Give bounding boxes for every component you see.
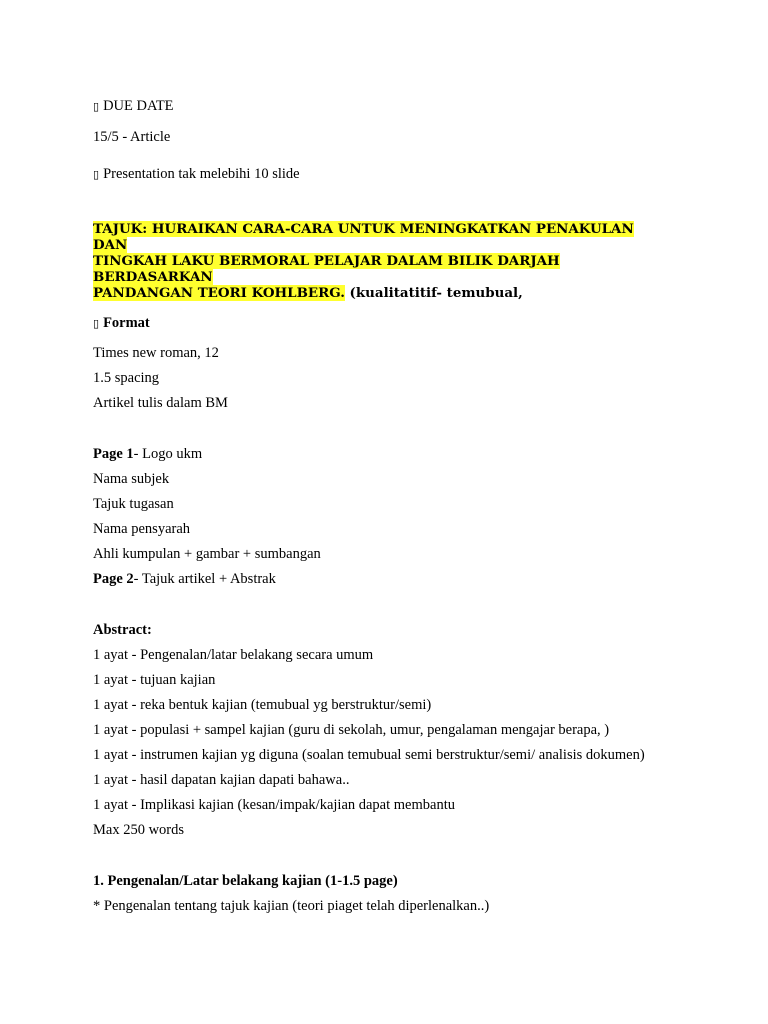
format-heading: ▯ Format xyxy=(93,315,150,331)
title-line-1: TAJUK: HURAIKAN CARA-CARA UNTUK MENINGKATKAN PENAKULAN DAN xyxy=(93,221,634,253)
title-line-3: PANDANGAN TEORI KOHLBERG. xyxy=(93,285,345,301)
box-glyph-icon: ▯ xyxy=(93,317,100,330)
page1-item: Ahli kumpulan + gambar + sumbangan xyxy=(93,546,321,562)
box-glyph-icon: ▯ xyxy=(93,100,100,113)
abstract-item: 1 ayat - hasil dapatan kajian dapati bahawa.. xyxy=(93,772,350,788)
page1-label: Page 1 xyxy=(93,446,134,462)
presentation-line: ▯ Presentation tak melebihi 10 slide xyxy=(93,166,300,182)
abstract-item: Max 250 words xyxy=(93,822,185,838)
format-item: Artikel tulis dalam BM xyxy=(93,395,228,411)
abstract-item: 1 ayat - Implikasi kajian (kesan/impak/kajian dapat membantu xyxy=(93,797,455,813)
abstract-item: 1 ayat - Pengenalan/latar belakang secara umum xyxy=(93,647,374,663)
page1-item: Nama subjek xyxy=(93,471,170,487)
abstract-item: 1 ayat - instrumen kajian yg diguna (soalan temubual semi berstruktur/semi/ analisis dokumen) xyxy=(93,747,645,763)
page1-line: Page 1- Logo ukm xyxy=(93,446,203,462)
page2-line: Page 2- Tajuk artikel + Abstrak xyxy=(93,571,276,587)
abstract-item: 1 ayat - reka bentuk kajian (temubual yg berstruktur/semi) xyxy=(93,697,432,713)
page1-item: Tajuk tugasan xyxy=(93,496,174,512)
assignment-title xyxy=(93,221,653,301)
abstract-heading: Abstract: xyxy=(93,622,152,638)
section1-heading: 1. Pengenalan/Latar belakang kajian (1-1.5 page) xyxy=(93,873,398,889)
due-date-heading: ▯ DUE DATE xyxy=(93,98,174,114)
format-item: 1.5 spacing xyxy=(93,370,160,386)
abstract-item: 1 ayat - tujuan kajian xyxy=(93,672,216,688)
page1-item: Nama pensyarah xyxy=(93,521,191,537)
format-item: Times new roman, 12 xyxy=(93,345,219,361)
abstract-item: 1 ayat - populasi + sampel kajian (guru di sekolah, umur, pengalaman mengajar berapa, ) xyxy=(93,722,610,738)
box-glyph-icon: ▯ xyxy=(93,168,100,181)
section1-bullet: * Pengenalan tentang tajuk kajian (teori piaget telah diperlenalkan..) xyxy=(93,898,490,914)
page2-label: Page 2 xyxy=(93,571,134,587)
title-line-2: TINGKAH LAKU BERMORAL PELAJAR DALAM BILIK DARJAH BERDASARKAN xyxy=(93,253,560,285)
title-note: (kualitatitif- temubual, xyxy=(344,285,523,301)
due-article-line: 15/5 - Article xyxy=(93,129,171,145)
